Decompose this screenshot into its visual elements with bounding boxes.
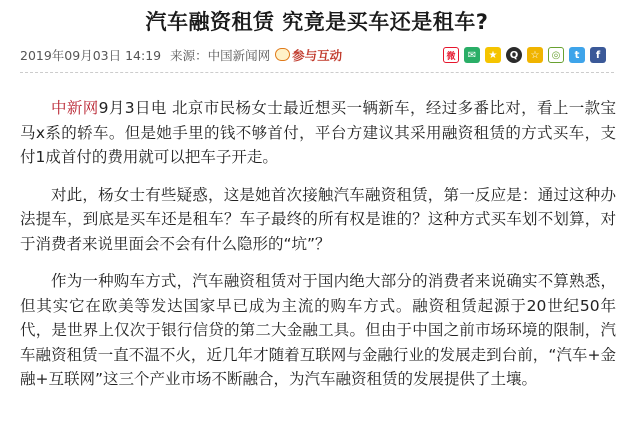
qq-icon[interactable]: Q xyxy=(506,47,522,63)
share-bar xyxy=(443,47,611,63)
comment-bubble-icon xyxy=(275,48,290,61)
weibo-icon[interactable]: 微 xyxy=(443,47,459,63)
shell-icon[interactable]: ◎ xyxy=(548,47,564,63)
paragraph-1 xyxy=(20,96,616,170)
article-title: 汽车融资租赁 究竟是买车还是租车? xyxy=(145,10,489,34)
paragraph-2 xyxy=(20,183,616,257)
interact-label: 参与互动 xyxy=(292,48,343,63)
twitter-icon[interactable]: t xyxy=(569,47,585,63)
article-source: 来源：中国新闻网 xyxy=(170,48,271,63)
article-body xyxy=(20,96,616,405)
publish-date: 2019年09月03日 14:19 xyxy=(20,48,162,63)
meta-divider xyxy=(20,72,614,73)
source-link[interactable]: 中新网 xyxy=(51,99,99,117)
interact-link[interactable] xyxy=(275,46,342,64)
article-meta xyxy=(20,46,342,64)
paragraph-3 xyxy=(20,269,616,392)
paragraph-text: 9月3日电 北京市民杨女士最近想买一辆新车，经过多番比对，看上一款宝马x系的轿车。但是她手里的钱不够首付，平台方建议其采用融资租赁的方式买车，支付1成首付的费用就可以把车子开走。 xyxy=(20,99,616,166)
wechat-icon[interactable]: ✉ xyxy=(464,47,480,63)
qzone-icon[interactable]: ★ xyxy=(485,47,501,63)
paragraph-text: 对此，杨女士有些疑惑，这是她首次接触汽车融资租赁，第一反应是：通过这种办法提车，到底是买车还是租车？车子最终的所有权是谁的？这种方式买车划不划算，对于消费者来说里面会不会有什么隐形的“坑”？ xyxy=(20,185,616,253)
paragraph-text: 作为一种购车方式，汽车融资租赁对于国内绝大部分的消费者来说确实不算熟悉，但其实它在欧美等发达国家早已成为主流的购车方式。融资租赁起源于20世纪50年代，是世界上仅次于银行信贷的第二大金融工具。但由于中国之前市场环境的限制，汽车融资租赁一直不温不火，近几年才随着互联网与金融行业的发展走到台前，“汽车+金融+互联网”这三个产业市场不断融合，为汽车融资租赁的发展提供了土壤。 xyxy=(20,272,616,388)
star-icon[interactable]: ☆ xyxy=(527,47,543,63)
facebook-icon[interactable]: f xyxy=(590,47,606,63)
